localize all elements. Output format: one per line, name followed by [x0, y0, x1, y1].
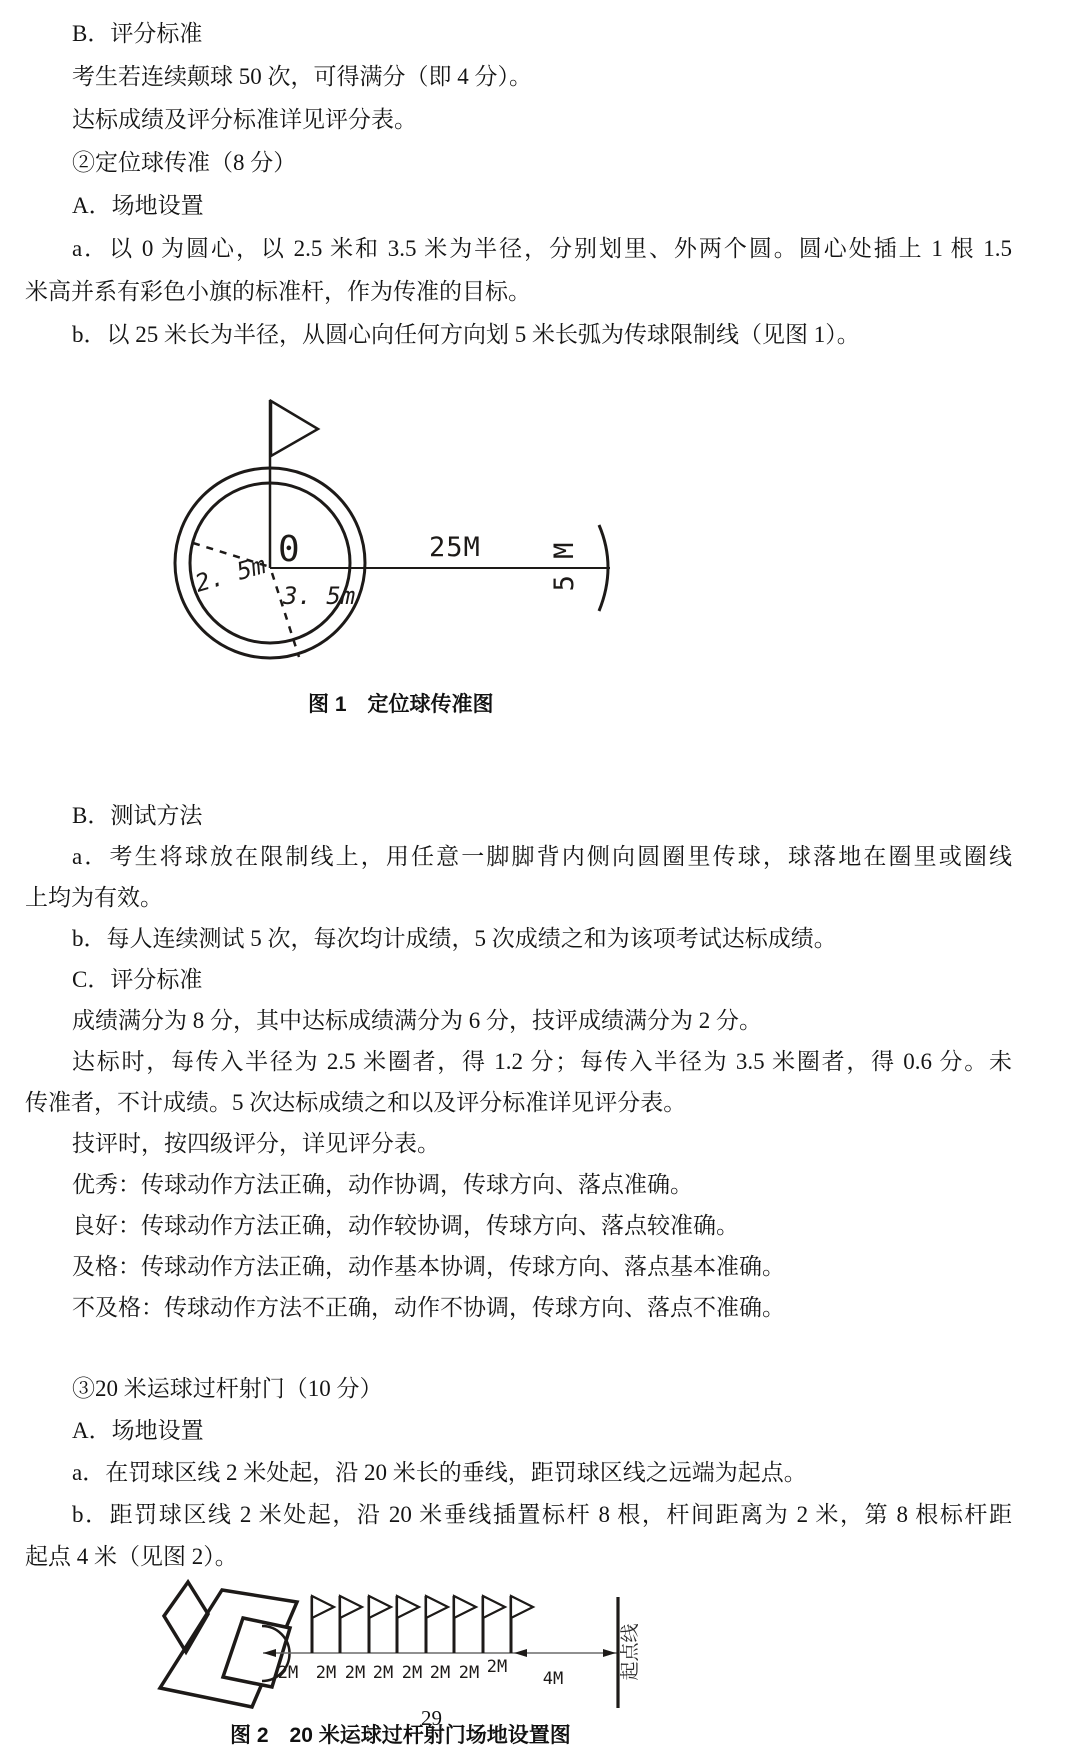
distance-label: 25M: [429, 532, 481, 563]
segment-label: 2M: [315, 1663, 337, 1683]
segment-label: 2M: [429, 1663, 451, 1683]
text-line: 传准者，不计成绩。5 次达标成绩之和以及评分标准详见评分表。: [25, 1090, 687, 1115]
text-line: 上均为有效。: [25, 885, 163, 910]
text-line: A．场地设置: [72, 1418, 204, 1443]
figure-2-caption: 图 2 20 米运球过杆射门场地设置图: [230, 1724, 571, 1747]
figure-1-diagram: [150, 395, 630, 685]
segment-label: 2M: [344, 1663, 366, 1683]
flag-icon: [340, 1596, 362, 1653]
text-line: 优秀：传球动作方法正确，动作协调，传球方向、落点准确。: [72, 1172, 693, 1197]
start-line-label: 起点线: [620, 1623, 641, 1681]
text-line: a．考生将球放在限制线上，用任意一脚脚背内侧向圆圈里传球，球落地在圈里或圈线: [72, 844, 1012, 869]
text-line: b．以 25 米长为半径，从圆心向任何方向划 5 米长弧为传球限制线（见图 1）。: [72, 322, 860, 347]
outer-radius-label: 3. 5m: [283, 582, 356, 610]
text-line: 不及格：传球动作方法不正确，动作不协调，传球方向、落点不准确。: [72, 1295, 785, 1320]
flag-icon: [426, 1596, 448, 1653]
arrowhead-left-icon: [514, 1649, 527, 1657]
text-line: a．在罚球区线 2 米处起，沿 20 米长的垂线，距罚球区线之远端为起点。: [72, 1460, 807, 1485]
text-line: B．测试方法: [72, 803, 203, 828]
arrowhead-right-icon: [603, 1649, 616, 1657]
figure-1-caption: 图 1 定位球传准图: [308, 693, 494, 716]
text-line: B．评分标准: [72, 21, 203, 46]
text-line: b．距罚球区线 2 米处起，沿 20 米垂线插置标杆 8 根，杆间距离为 2 米，第 8 根标杆距: [72, 1502, 1012, 1527]
center-label: 0: [278, 529, 300, 570]
arc-length-label: 5 M: [549, 542, 580, 592]
segment-label: 2M: [458, 1663, 480, 1683]
text-line: A．场地设置: [72, 193, 204, 218]
paragraph-block-dribble-shoot: [25, 1368, 1012, 1578]
text-line: 考生若连续颠球 50 次，可得满分（即 4 分）。: [72, 64, 532, 89]
text-line: b．每人连续测试 5 次，每次均计成绩，5 次成绩之和为该项考试达标成绩。: [72, 926, 837, 951]
goal-icon: [160, 1582, 297, 1707]
text-line: 技评时，按四级评分，详见评分表。: [72, 1131, 440, 1156]
segment-label: 2M: [486, 1657, 508, 1677]
text-line: a．以 0 为圆心，以 2.5 米和 3.5 米为半径，分别划里、外两个圆。圆心处插上 1 根 1.5: [72, 236, 1012, 261]
page-number: 29: [421, 1706, 442, 1730]
text-line: 及格：传球动作方法正确，动作基本协调，传球方向、落点基本准确。: [72, 1254, 785, 1279]
text-line: ②定位球传准（8 分）: [72, 150, 297, 175]
segment-distance-labels: [278, 1657, 563, 1689]
text-line: 达标成绩及评分标准详见评分表。: [72, 107, 417, 132]
slalom-flags: [312, 1596, 533, 1653]
text-line: 良好：传球动作方法正确，动作较协调，传球方向、落点较准确。: [72, 1213, 739, 1238]
text-line: 起点 4 米（见图 2）。: [25, 1544, 238, 1569]
segment-label: 2M: [372, 1663, 394, 1683]
document-body: [25, 12, 1012, 1578]
segment-label: 2M: [401, 1663, 423, 1683]
paragraph-block-test-method: [25, 795, 1012, 1328]
section-gap: [25, 1328, 1012, 1368]
text-line: ③20 米运球过杆射门（10 分）: [72, 1376, 383, 1401]
course-line: [263, 1649, 618, 1657]
paragraph-block-scoring-and-setup: [25, 12, 1012, 356]
text-line: 达标时，每传入半径为 2.5 米圈者，得 1.2 分；每传入半径为 3.5 米圈者，得 0.6 分。未: [72, 1049, 1012, 1074]
text-line: 米高并系有彩色小旗的标准杆，作为传准的目标。: [25, 279, 531, 304]
text-line: C．评分标准: [72, 967, 203, 992]
last-segment-label: 4M: [542, 1669, 564, 1689]
flag-icon: [369, 1596, 391, 1653]
flag-icon: [312, 1596, 334, 1653]
figure-2-diagram: [140, 1568, 700, 1715]
flag-icon: [397, 1596, 419, 1653]
segment-label: 2M: [277, 1663, 299, 1683]
inner-radius-label: 2. 5m: [191, 550, 270, 598]
flag-icon: [483, 1596, 505, 1653]
flag-icon: [454, 1596, 476, 1653]
flag-icon: [511, 1596, 533, 1653]
text-line: 成绩满分为 8 分，其中达标成绩满分为 6 分，技评成绩满分为 2 分。: [72, 1008, 762, 1033]
